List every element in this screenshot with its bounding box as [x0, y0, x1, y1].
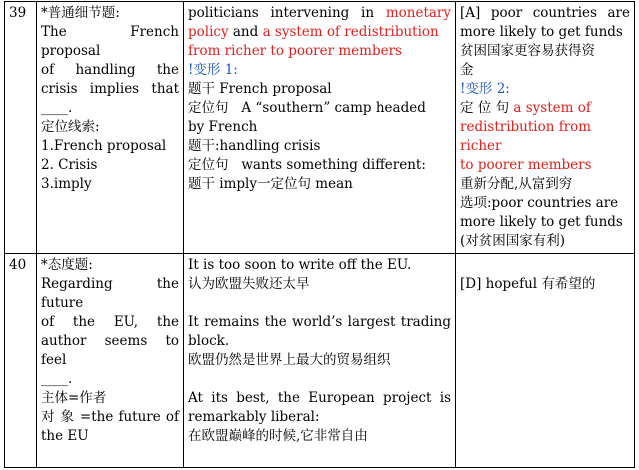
clue-label: 定位线索: [41, 119, 100, 135]
answer-line: 重新分配,从富到穷 [460, 176, 573, 192]
spacer [460, 256, 630, 275]
evidence-text: politicians intervening in [188, 5, 386, 21]
answer-line: 贫困国家更容易获得资 [460, 43, 595, 59]
clue-item: 2. Crisis [41, 157, 98, 173]
clue-item: 3.imply [41, 176, 92, 192]
highlight-text: a system of redistribution [262, 24, 439, 40]
answer-text: 定 位 句 [460, 100, 514, 116]
evidence-line: It is too soon to write off the EU. [188, 257, 412, 273]
evidence-translation: 在欧盟巅峰的时候,它非常自由 [188, 428, 368, 444]
evidence-line: by French [188, 119, 258, 135]
question-table [4, 1, 635, 468]
evidence-line [188, 99, 451, 118]
answer-cell [456, 2, 635, 254]
answer-line: [D] hopeful 有希望的 [460, 276, 596, 292]
answer-line: 金 [460, 62, 474, 78]
answer-line: more likely to get funds [460, 24, 623, 40]
question-stem-line: crisis implies that [41, 81, 179, 97]
question-type: *普通细节题: [41, 5, 120, 21]
evidence-line [188, 23, 451, 42]
question-blank: ____. [41, 100, 73, 116]
highlight-text: a system of [513, 100, 591, 116]
answer-line: [A] poor countries are [460, 5, 630, 21]
answer-line [460, 99, 630, 118]
question-cell [37, 254, 184, 468]
highlight-text: monetary [385, 5, 451, 21]
variant-label: !变形 1: [188, 62, 238, 78]
highlight-text: to poorer members [460, 157, 592, 173]
question-cell [37, 2, 184, 254]
evidence-line: 题干:handling crisis [188, 138, 321, 154]
evidence-text: A “southern” camp headed [241, 100, 426, 116]
answer-cell [456, 254, 635, 468]
highlight-text: policy [188, 24, 229, 40]
answer-line: 选项:poor countries are [460, 195, 619, 211]
spacer [188, 294, 451, 313]
question-stem-line: The French proposal [41, 24, 179, 59]
question-type: *态度题: [41, 257, 93, 273]
highlight-text: from richer to poorer members [188, 43, 402, 59]
evidence-cell [184, 254, 456, 468]
question-stem-line: Regarding the future [41, 276, 179, 311]
answer-line: more likely to get funds [460, 214, 623, 230]
spacer [188, 370, 451, 389]
evidence-line: It remains the world’s largest trading [188, 314, 451, 330]
subject-label: 主体=作者 [41, 390, 107, 406]
evidence-text: 定位句 [188, 157, 229, 173]
evidence-translation: 欧盟仍然是世界上最大的贸易组织 [188, 352, 391, 368]
evidence-cell [184, 2, 456, 254]
clue-item: 1.French proposal [41, 138, 167, 154]
evidence-line [188, 4, 451, 23]
evidence-line: 题干 imply一定位句 mean [188, 176, 353, 192]
question-stem-line: of handling the [41, 62, 179, 78]
evidence-translation: 认为欧盟失败还太早 [188, 276, 310, 292]
table-row [5, 2, 635, 254]
table-row [5, 254, 635, 468]
variant-label: !变形 2: [460, 81, 510, 97]
question-number: 39 [5, 2, 37, 254]
evidence-line: At its best, the European project is [188, 390, 451, 406]
object-label: 对 象 =the future of [41, 409, 179, 425]
evidence-line: 题干 French proposal [188, 81, 332, 97]
question-stem-line: of the EU, the [41, 314, 179, 330]
question-blank: ____. [41, 371, 73, 387]
evidence-text: and [228, 24, 263, 40]
evidence-line: remarkably liberal: [188, 409, 320, 425]
highlight-text: redistribution from richer [460, 119, 592, 154]
answer-line: (对贫困国家有利) [460, 233, 566, 249]
question-number: 40 [5, 254, 37, 468]
question-stem-line: author seems to feel [41, 333, 179, 368]
evidence-text: 定位句 [188, 100, 229, 116]
evidence-line [188, 156, 451, 175]
object-label: the EU [41, 428, 89, 444]
evidence-text: wants something different: [241, 157, 426, 173]
evidence-line: block. [188, 333, 230, 349]
